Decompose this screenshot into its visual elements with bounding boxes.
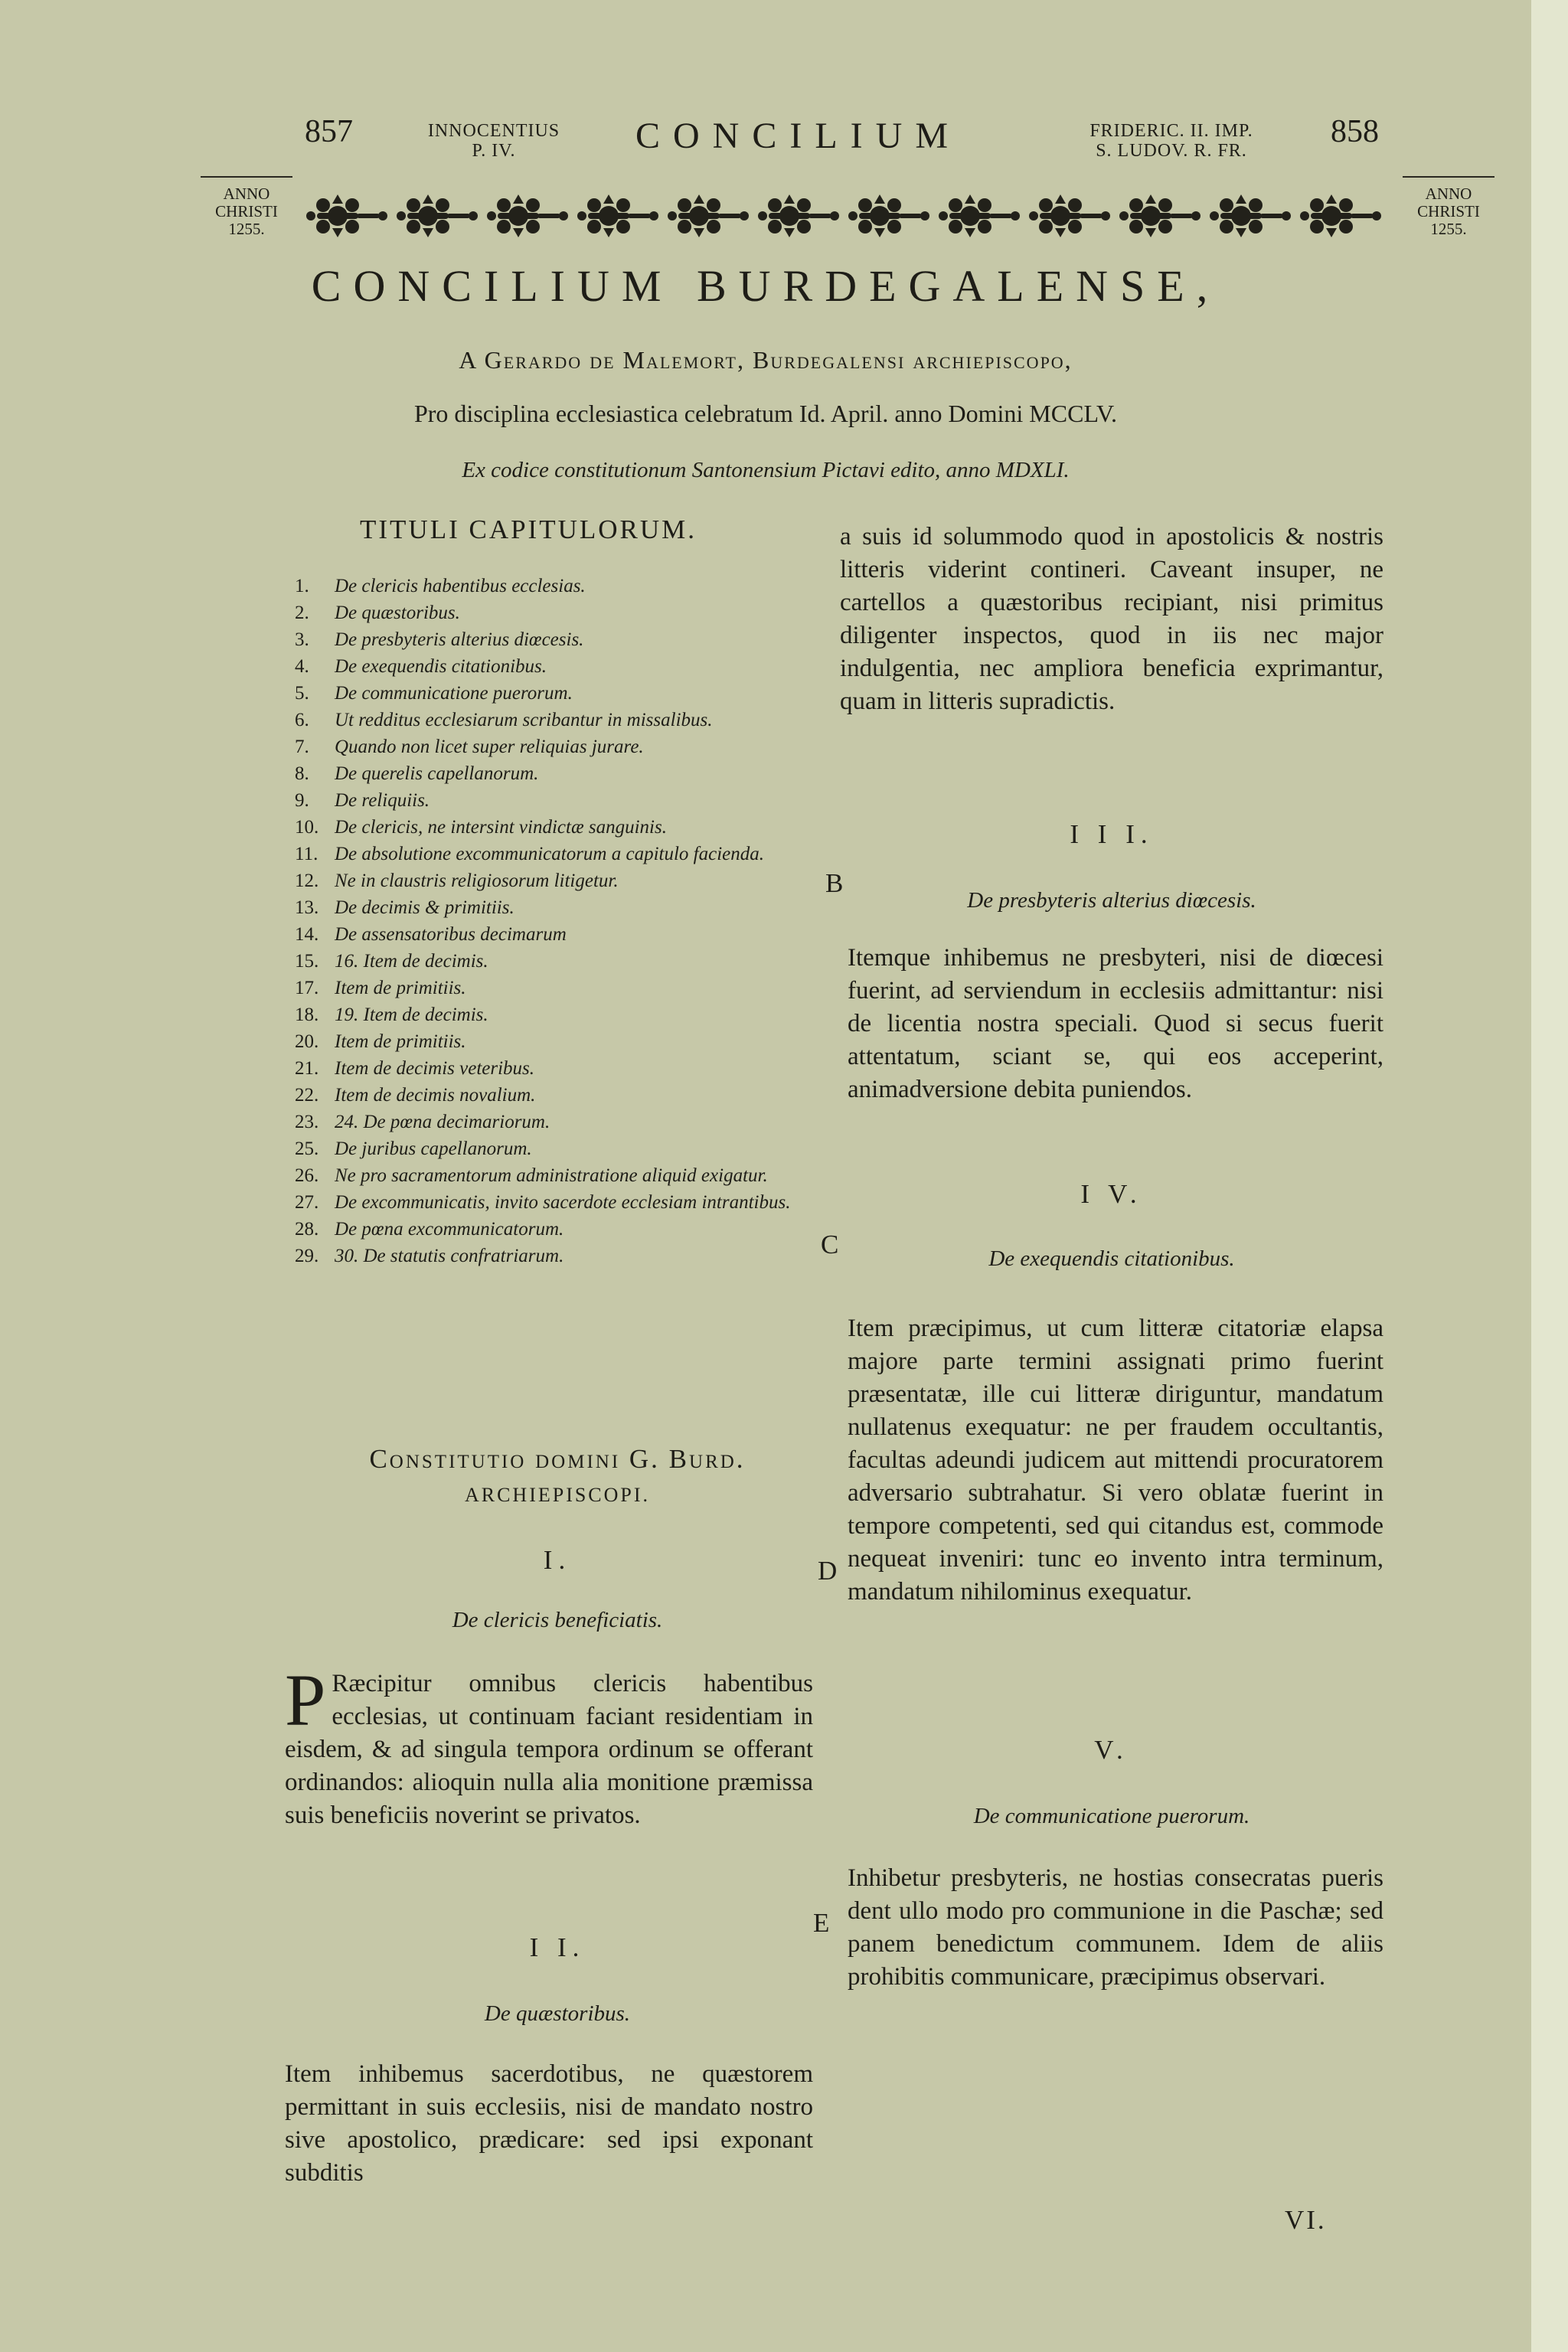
toc-item-number: 10. (295, 817, 319, 838)
toc-item (295, 975, 831, 1001)
left-running-head: INNOCENTIUS P. IV. (427, 121, 560, 161)
toc-item (295, 1216, 831, 1243)
toc-item-text: 16. Item de decimis. (335, 951, 488, 972)
toc-item-text: De reliquiis. (335, 790, 430, 811)
toc-item-number: 6. (295, 710, 309, 730)
right-running-head: FRIDERIC. II. IMP. S. LUDOV. R. FR. (1089, 121, 1253, 161)
toc-item-number: 7. (295, 737, 309, 757)
toc-item-text: 30. De statutis confratriarum. (335, 1246, 564, 1266)
margin-letter-c: C (821, 1230, 839, 1259)
toc-item (295, 1189, 831, 1216)
chapter-3-title: De presbyteris alterius diœcesis. (967, 888, 1256, 913)
toc-item-number: 15. (295, 951, 319, 972)
toc-item-text: Item de decimis novalium. (335, 1085, 536, 1106)
toc-item-number: 21. (295, 1058, 319, 1079)
facing-page-edge (1531, 0, 1568, 2352)
main-title: CONCILIUM BURDEGALENSE, (311, 261, 1220, 311)
chapter-2-title: De quæstoribus. (484, 2001, 631, 2026)
toc-item (295, 680, 831, 707)
toc-item (295, 1082, 831, 1109)
toc-item-text: 19. Item de decimis. (335, 1004, 488, 1025)
toc-item-text: De quæstoribus. (335, 603, 460, 623)
chapter-2-number: I I. (529, 1932, 586, 1962)
subtitle-occasion: Pro disciplina ecclesiastica celebratum Id. April. anno Domini MCCLV. (413, 400, 1118, 427)
constitution-heading: Constitutio domini G. Burd. (369, 1444, 746, 1474)
toc-item-number: 18. (295, 1004, 319, 1025)
toc-item (295, 760, 831, 787)
ornament-fleuron (306, 194, 387, 237)
toc-item-number: 12. (295, 871, 319, 891)
toc-item (295, 1055, 831, 1082)
chapter-1-title: De clericis beneficiatis. (452, 1608, 663, 1632)
toc-item-text: De exequendis citationibus. (335, 656, 547, 677)
toc-item-text: De juribus capellanorum. (335, 1138, 532, 1159)
toc-item-text: Item de primitiis. (335, 1031, 466, 1052)
toc-item-text: Ne in claustris religiosorum litigetur. (335, 871, 619, 891)
toc-item (295, 1001, 831, 1028)
toc-item-number: 26. (295, 1165, 319, 1186)
toc-item-text: De presbyteris alterius diœcesis. (335, 629, 584, 650)
margin-letter-e: E (813, 1908, 830, 1938)
toc-item (295, 1109, 831, 1135)
margin-letter-d: D (818, 1556, 838, 1586)
right-page-number: 858 (1331, 114, 1379, 149)
toc-item-number: 23. (295, 1112, 319, 1132)
toc-item-number: 4. (295, 656, 309, 677)
toc-item (295, 573, 831, 599)
toc-item-text: De absolutione excommunicatorum a capitulo facienda. (335, 844, 764, 864)
anno-right: ANNO CHRISTI 1255. (1403, 176, 1494, 238)
toc-item-number: 8. (295, 763, 309, 784)
chapter-6-catchword: VI. (1285, 2205, 1327, 2235)
chapter-5-number: V. (1094, 1735, 1129, 1765)
toc-item (295, 787, 831, 814)
chapter-4-title: De exequendis citationibus. (988, 1246, 1235, 1271)
toc-heading: TITULI CAPITULORUM. (360, 514, 697, 544)
toc-item (295, 948, 831, 975)
chapter-5-body: Inhibetur presbyteris, ne hostias consecratas pueris dent ullo modo pro communione in die Paschæ; sed panem benedictum communem. Idem de aliis prohibitis communicare, præcipimus observari. (848, 1864, 1383, 1991)
chapter-1-number: I. (543, 1545, 572, 1575)
center-running-head: CONCILIUM (635, 116, 961, 156)
toc-item-text: Ut redditus ecclesiarum scribantur in missalibus. (335, 710, 713, 730)
toc-item-text: De querelis capellanorum. (335, 763, 539, 784)
toc-item-text: Quando non licet super reliquias jurare. (335, 737, 644, 757)
left-page-number: 857 (305, 114, 353, 149)
toc-item-number: 5. (295, 683, 309, 704)
toc-item (295, 1135, 831, 1162)
toc-item (295, 707, 831, 733)
chapter-5-title: De communicatione puerorum. (973, 1804, 1250, 1828)
toc-item-text: De communicatione puerorum. (335, 683, 573, 704)
toc-item-number: 1. (295, 576, 309, 596)
toc-item-number: 11. (295, 844, 318, 864)
constitution-subheading: ARCHIEPISCOPI. (464, 1484, 651, 1506)
toc-item (295, 841, 831, 867)
toc-item-text: De assensatoribus decimarum (335, 924, 567, 945)
toc-item (295, 921, 831, 948)
toc-list (295, 573, 831, 1269)
toc-item-text: De clericis habentibus ecclesias. (335, 576, 586, 596)
toc-item-number: 25. (295, 1138, 319, 1159)
toc-item (295, 814, 831, 841)
toc-item (295, 733, 831, 760)
chapter-3-body: Itemque inhibemus ne presbyteri, nisi de diœcesi fuerint, ad serviendum in ecclesiis admittantur: nisi de licentia nostra speciali. Quod si secus fuerit attentatum, sciant se, qui eos acceperint, animadversione debita puniendos. (848, 944, 1383, 1103)
chapter-4-body: Item præcipimus, ut cum litteræ citatoriæ elapsa majore parte termini assignati primo fuerint præsentatæ, ille cui litteræ diriguntur, mandatum nullatenus exequatur: ne per fraudem occultantis, facultas adeundi judicem aut mittendi procuratorem adversario subtrahatur. Si vero oblatæ fuerint in tempore competenti, sed qui citandus est, commode nequeat inveniri: tunc eo invento intra terminum, mandatum nihilominus exequatur. (848, 1315, 1383, 1606)
toc-item (295, 894, 831, 921)
toc-item-number: 22. (295, 1085, 319, 1106)
subtitle-author: A Gerardo de Malemort, Burdegalensi archiepiscopo, (459, 346, 1073, 374)
toc-item-text: De decimis & primitiis. (335, 897, 514, 918)
toc-item-number: 9. (295, 790, 309, 811)
drop-cap: P (285, 1659, 326, 1741)
chapter-1-body: P Ræcipitur omnibus clericis habentibus ecclesias, ut continuam faciant residentiam in eisdem, & ad singula tempora ordinum se offerant ordinandos: alioquin nulla alia monitione præmissa suis beneficiis noverint se privatos. (285, 1659, 813, 1829)
toc-item (295, 626, 831, 653)
toc-item-text: De excommunicatis, invito sacerdote ecclesiam intrantibus. (335, 1192, 791, 1213)
toc-item-number: 20. (295, 1031, 319, 1052)
toc-item (295, 599, 831, 626)
toc-item-number: 28. (295, 1219, 319, 1240)
toc-item (295, 1028, 831, 1055)
ornament-band (306, 190, 1393, 242)
subtitle-source: Ex codice constitutionum Santonensium Pictavi edito, anno MDXLI. (462, 458, 1070, 482)
toc-item-text: De pœna excommunicatorum. (335, 1219, 564, 1240)
anno-left: ANNO CHRISTI 1255. (201, 176, 292, 238)
margin-letter-b: B (825, 868, 844, 898)
toc-item-text: 24. De pœna decimariorum. (335, 1112, 550, 1132)
chapter-2-continuation: a suis id solummodo quod in apostolicis & nostris litteris viderint contineri. Caveant insuper, ne cartellos a quæstoribus recipiant, nisi primitus diligenter inspectos, quod in iis nec major indulgentia, nec ampliora beneficia exprimantur, quam in litteris supradictis. (840, 523, 1383, 715)
toc-item-number: 17. (295, 978, 319, 998)
chapter-2-body: Item inhibemus sacerdotibus, ne quæstorem permittant in suis ecclesiis, nisi de mandato nostro sive apostolico, prædicare: sed ipsi exponant subditis (285, 2060, 813, 2187)
toc-item (295, 867, 831, 894)
toc-item (295, 653, 831, 680)
toc-item-number: 13. (295, 897, 319, 918)
toc-item-text: Item de decimis veteribus. (335, 1058, 535, 1079)
toc-item-number: 14. (295, 924, 319, 945)
toc-item-number: 27. (295, 1192, 319, 1213)
toc-item-text: Item de primitiis. (335, 978, 466, 998)
toc-item-number: 2. (295, 603, 309, 623)
toc-item-number: 3. (295, 629, 309, 650)
toc-item-number: 29. (295, 1246, 319, 1266)
toc-item-text: Ne pro sacramentorum administratione aliquid exigatur. (335, 1165, 768, 1186)
chapter-4-number: I V. (1080, 1179, 1143, 1209)
toc-item-text: De clericis, ne intersint vindictæ sanguinis. (335, 817, 667, 838)
toc-item (295, 1162, 831, 1189)
chapter-3-number: I I I. (1070, 819, 1154, 849)
toc-item (295, 1243, 831, 1269)
